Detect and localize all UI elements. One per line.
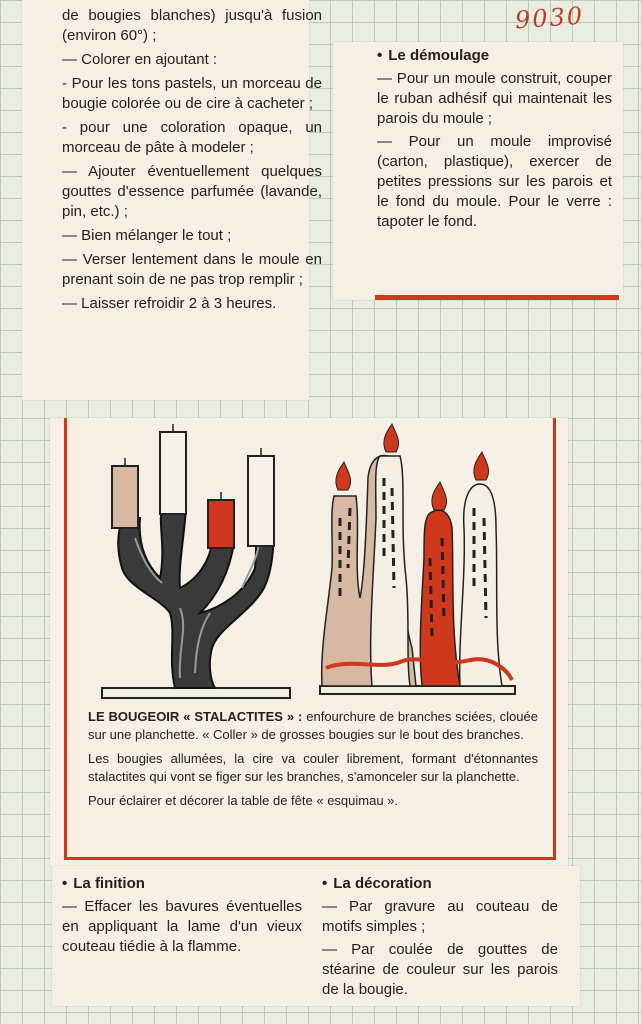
section-heading [377,46,612,66]
demoulage-heading: Le démoulage [388,47,490,64]
paragraph: — Par gravure au couteau de motifs simples ; [322,898,558,935]
text-line: - Pour les tons pastels, un morceau de bougie colorée ou de cire à cacheter ; [62,75,322,112]
text-line: - pour une coloration opaque, un morceau de pâte à modeler ; [62,119,322,156]
text-line: — Verser lentement dans le moule en prenant soin de ne pas trop remplir ; [62,251,322,288]
text-line: — Laisser refroidir 2 à 3 heures. [62,295,277,312]
text-line: — Ajouter éventuellement quelques gouttes d'essence parfumée (lavande, pin, etc.) ; [62,163,322,220]
text-line: de bougies blanches) jusqu'à fusion (environ 60°) ; [62,7,322,44]
candle-illustration [50,418,568,708]
text-line: — Bien mélanger le tout ; [62,227,232,244]
bullet-mark: • [62,875,68,892]
section-heading [322,874,558,894]
caption-paragraph: Les bougies allumées, la cire va couler librement, formant d'étonnantes stalactites qui vont se figer sur les branches, s'amonceler sur la planchette. [88,751,538,784]
bougeoir-title: LE BOUGEOIR « STALACTITES » : [88,709,303,724]
caption-paragraph [88,708,538,744]
candle-white-tall [160,432,186,514]
demoulage-clipping [333,42,623,300]
paragraph: — Par coulée de gouttes de stéarine de couleur sur les parois de la bougie. [322,941,558,998]
candle-white-right [248,456,274,546]
text-line: — Colorer en ajoutant : [62,51,218,68]
decoration-heading: La décoration [333,875,432,892]
instructions-clipping [22,0,322,400]
base-plank [102,688,290,698]
candle-pink [112,466,138,528]
bullet-mark: • [322,875,328,892]
bougeoir-clipping [50,418,568,866]
candle-red [208,500,234,548]
section-heading [62,874,302,894]
paragraph: — Pour un moule construit, couper le ruban adhésif qui maintenait les parois du moule ; [377,70,612,127]
bougeoir-intro: enfourchure de branches sciées, clouée sur une planchette. « Coller » de grosses bougies sur le bout des branches. [88,709,538,742]
red-rule [375,295,619,300]
handwritten-number: 9030 [514,1,585,35]
melted-candles-drawing [320,424,515,694]
finition-decoration-clipping [52,866,580,1006]
base-plank-right [320,686,515,694]
caption-paragraph: Pour éclairer et décorer la table de fête « esquimau ». [88,793,399,808]
bullet-mark: • [377,47,383,64]
finition-heading: La finition [73,875,145,892]
paragraph: — Effacer les bavures éventuelles en appliquant la lame d'un vieux couteau tiédie à la flamme. [62,898,302,955]
branch-holder-drawing [102,424,290,698]
paragraph: — Pour un moule improvisé (carton, plastique), exercer de petites pressions sur les parois et le fond du moule. Pour le verre : tapoter le fond. [377,133,612,230]
